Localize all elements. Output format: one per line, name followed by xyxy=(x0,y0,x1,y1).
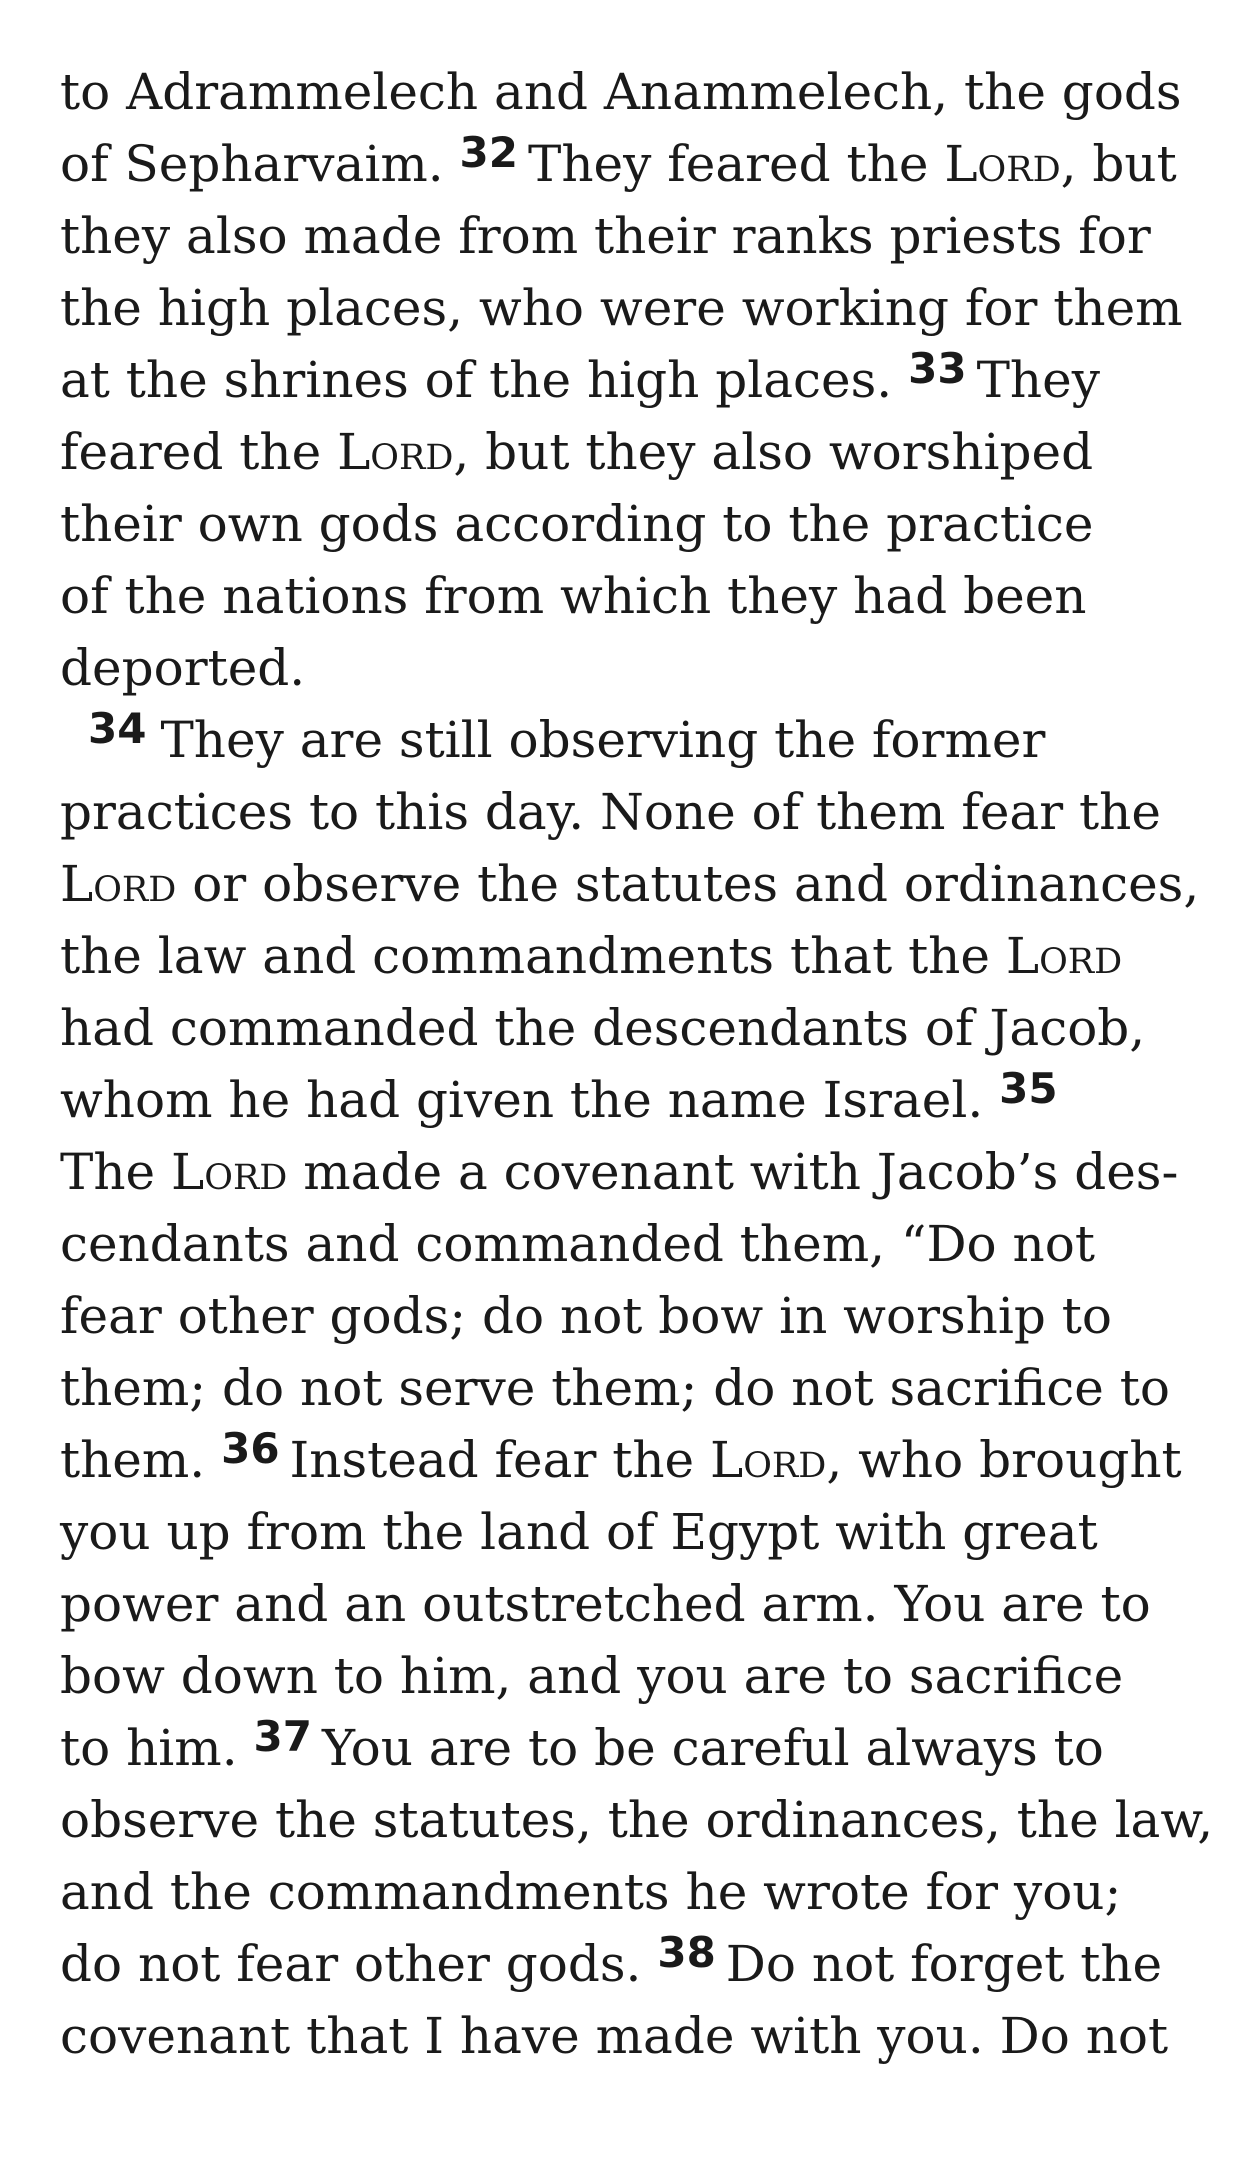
verse-text: feared the xyxy=(60,423,338,481)
verse-text: them. xyxy=(60,1431,222,1489)
verse-number: 38 xyxy=(657,1928,716,1977)
scripture-passage xyxy=(60,56,1214,2072)
verse-text: They feared the xyxy=(527,135,945,193)
text-line xyxy=(60,992,1200,1064)
divine-name-small-caps: Lord xyxy=(944,135,1061,193)
text-line xyxy=(60,920,1200,992)
verse-text: made a covenant with Jacob’s des- xyxy=(287,1143,1179,1201)
verse-text: they also made from their ranks priests for xyxy=(60,207,1151,265)
verse-text: fear other gods; do not bow in worship to xyxy=(60,1287,1112,1345)
verse-text: deported. xyxy=(60,639,306,697)
verse-text: of Sepharvaim. xyxy=(60,135,460,193)
verse-text: the law and commandments that the xyxy=(60,927,1006,985)
verse-text: bow down to him, and you are to sacrifice xyxy=(60,1647,1124,1705)
verse-number: 37 xyxy=(253,1712,312,1761)
text-line xyxy=(60,200,1200,272)
divine-name-small-caps: Lord xyxy=(337,423,454,481)
verse-text: do not fear other gods. xyxy=(60,1935,658,1993)
text-line xyxy=(60,1352,1200,1424)
verse-text: and the commandments he wrote for you; xyxy=(60,1863,1122,1921)
text-line xyxy=(60,416,1200,488)
text-line xyxy=(60,1784,1214,1856)
verse-text: of the nations from which they had been xyxy=(60,567,1087,625)
verse-text: observe the statutes, the ordinances, the law, xyxy=(60,1791,1214,1849)
text-line xyxy=(60,1280,1200,1352)
verse-text: or observe the statutes and ordinances, xyxy=(176,855,1200,913)
divine-name-small-caps: Lord xyxy=(1005,927,1123,985)
text-line xyxy=(60,128,1200,200)
text-line xyxy=(60,488,1200,560)
verse-text: , but xyxy=(1060,135,1177,193)
text-line xyxy=(60,1496,1200,1568)
text-line xyxy=(60,1640,1200,1712)
verse-text: They xyxy=(976,351,1100,409)
verse-number: 35 xyxy=(999,1064,1058,1113)
text-line xyxy=(60,2000,1200,2072)
verse-text: to Adrammelech and Anammelech, the gods xyxy=(60,63,1182,121)
verse-text: practices to this day. None of them fear the xyxy=(60,783,1161,841)
text-line xyxy=(60,1928,1200,2000)
verse-number: 33 xyxy=(908,344,967,393)
text-line xyxy=(60,1856,1200,1928)
text-line xyxy=(60,632,1200,704)
verse-number: 34 xyxy=(88,704,147,753)
text-line xyxy=(60,1208,1200,1280)
verse-text: had commanded the descendants of Jacob, xyxy=(60,999,1146,1057)
verse-text: cendants and commanded them, “Do not xyxy=(60,1215,1095,1273)
text-line xyxy=(60,56,1200,128)
verse-text: to him. xyxy=(60,1719,254,1777)
text-line xyxy=(60,1424,1200,1496)
verse-text: power and an outstretched arm. You are to xyxy=(60,1575,1151,1633)
divine-name-small-caps: Lord xyxy=(171,1143,288,1201)
verse-text: You are to be careful always to xyxy=(321,1719,1104,1777)
text-line xyxy=(60,1712,1200,1784)
verse-text: whom he had given the name Israel. xyxy=(60,1071,1000,1129)
text-line xyxy=(60,704,1200,776)
text-line xyxy=(60,560,1200,632)
text-line xyxy=(60,1568,1200,1640)
text-line xyxy=(60,1136,1200,1208)
verse-text: at the shrines of the high places. xyxy=(60,351,909,409)
verse-number: 36 xyxy=(221,1424,280,1473)
verse-text: their own gods according to the practice xyxy=(60,495,1094,553)
text-line xyxy=(60,1064,1200,1136)
divine-name-small-caps: Lord xyxy=(710,1431,827,1489)
text-line xyxy=(60,848,1200,920)
verse-text: them; do not serve them; do not sacrifice to xyxy=(60,1359,1170,1417)
verse-text: Do not forget the xyxy=(725,1935,1163,1993)
text-line xyxy=(60,344,1200,416)
verse-text: They are still observing the former xyxy=(160,711,1046,769)
verse-text: , but they also worshiped xyxy=(453,423,1094,481)
verse-text: , who brought xyxy=(826,1431,1182,1489)
verse-text: the high places, who were working for them xyxy=(60,279,1183,337)
verse-text: The xyxy=(60,1143,172,1201)
divine-name-small-caps: Lord xyxy=(60,855,177,913)
verse-text: covenant that I have made with you. Do not xyxy=(60,2007,1169,2065)
text-line xyxy=(60,776,1200,848)
verse-number: 32 xyxy=(459,128,518,177)
verse-text: Instead fear the xyxy=(289,1431,711,1489)
text-line xyxy=(60,272,1200,344)
verse-text: you up from the land of Egypt with great xyxy=(60,1503,1098,1561)
